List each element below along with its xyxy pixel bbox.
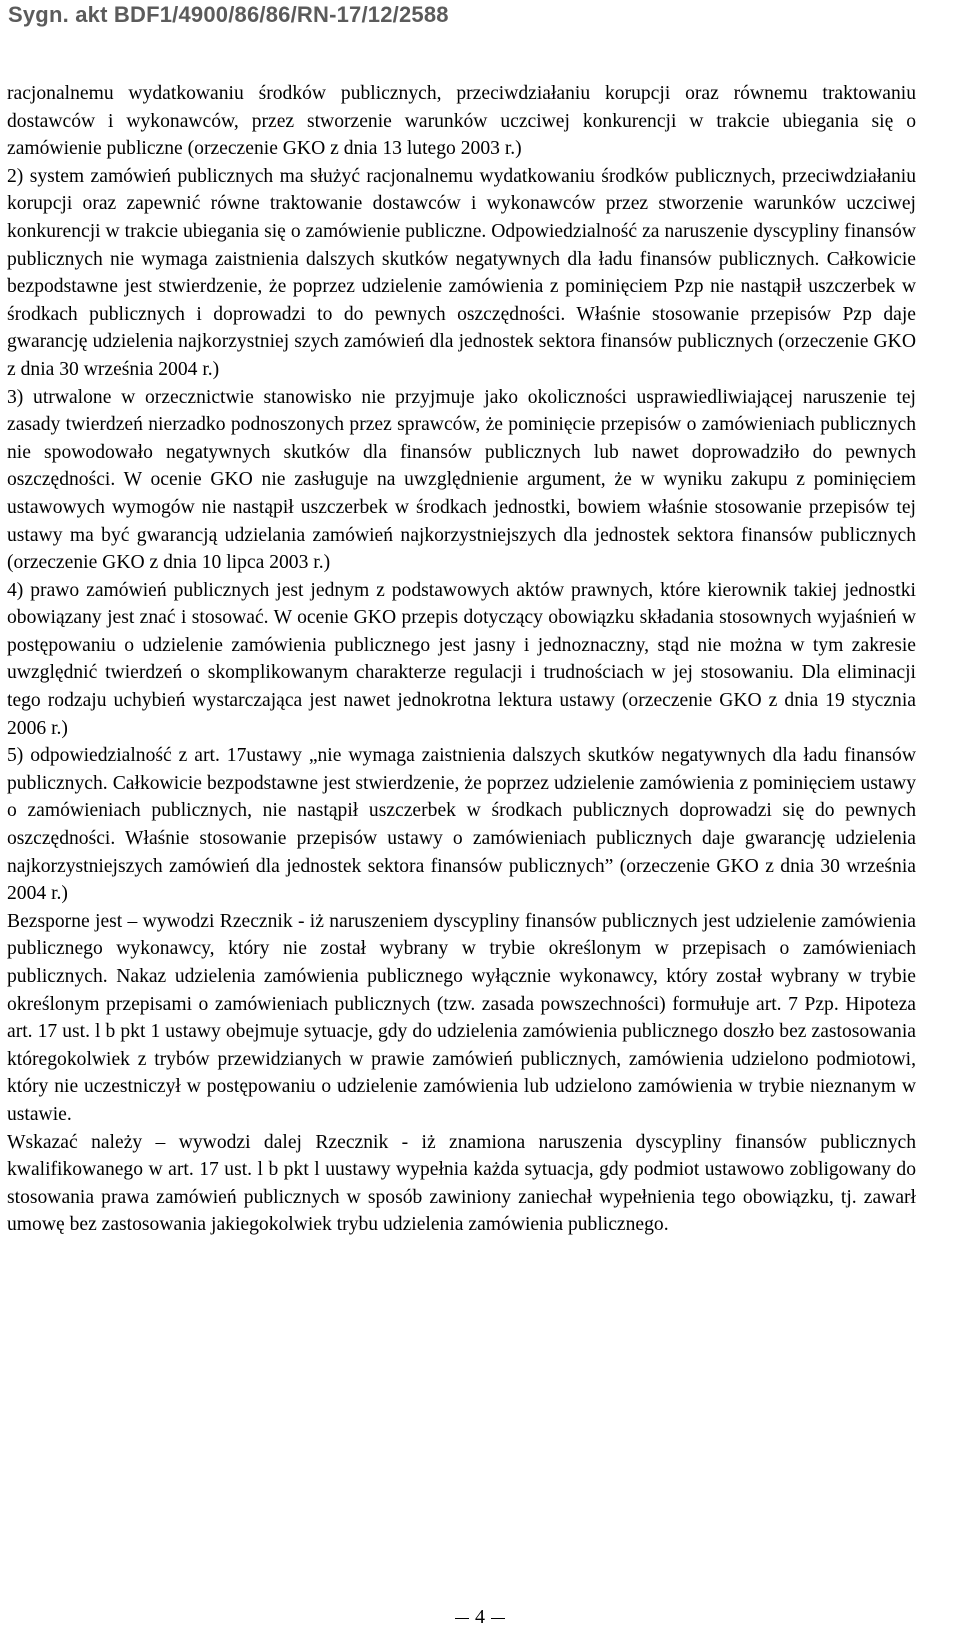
paragraph-point-3: 3) utrwalone w orzecznictwie stanowisko nie przyjmuje jako okoliczności usprawiedliwiającej naruszenie tej zasady twierdzeń nierzadko podnoszonych przez sprawców, że pominięcie przepisów o zamówieniach publicznych nie spowodowało negatywnych skutków dla finansów publicznych lub nawet doprowadziło do pewnych oszczędności. W ocenie GKO nie zasługuje na uwzględnienie argument, że w wyniku zakupu z pominięciem ustawowych wymogów nie nastąpił uszczerbek w środkach jednostki, bowiem właśnie stosowanie przepisów tej ustawy ma być gwarancją udzielania zamówień najkorzystniejszych dla jednostek sektora finansów publicznych (orzeczenie GKO z dnia 10 lipca 2003 r.) (7, 386, 916, 574)
footer-dash-right (491, 1618, 505, 1619)
paragraph-bezsporne: Bezsporne jest – wywodzi Rzecznik - iż naruszeniem dyscypliny finansów publicznych jest udzielenie zamówienia publicznego wykonawcy, który nie został wybrany w trybie określonym w przepisach o zamówieniach publicznych. Nakaz udzielenia zamówienia publicznego wyłącznie wykonawcy, który został wybrany w trybie określonym przepisami o zamówieniach publicznych (tzw. zasada powszechności) formułuje art. 7 Pzp. Hipoteza art. 17 ust. l b pkt 1 ustawy obejmuje sytuacje, gdy do udzielenia zamówienia publicznego doszło bez zastosowania któregokolwiek z trybów przewidzianych w prawie zamówień publicznych, zamówienia udzielono podmiotowi, który nie uczestniczył w postępowaniu o udzielenie zamówienia lub udzielono zamówienia w trybie nieznanym w ustawie. (7, 910, 916, 1125)
footer-dash-left (455, 1618, 469, 1619)
paragraph-point-2: 2) system zamówień publicznych ma służyć racjonalnemu wydatkowaniu środków publicznych, przeciwdziałaniu korupcji oraz zapewnić równe traktowanie dostawców i wykonawców przez stworzenie warunków uczciwej konkurencji w trakcie ubiegania się o zamówienie publiczne. Odpowiedzialność za naruszenie dyscypliny finansów publicznych nie wymaga zaistnienia dalszych skutków negatywnych dla ładu finansów publicznych. Całkowicie bezpodstawne jest stwierdzenie, że poprzez udzielenie zamówienia z pominięciem Pzp nie nastąpił uszczerbek w środkach publicznych i doprowadzi to do pewnych oszczędności. Właśnie stosowanie przepisów Pzp daje gwarancję udzielenia najkorzystniej szych zamówień dla jednostek sektora finansów publicznych (orzeczenie GKO z dnia 30 września 2004 r.) (7, 165, 916, 380)
paragraph-wskazac: Wskazać należy – wywodzi dalej Rzecznik - iż znamiona naruszenia dyscypliny finansów publicznych kwalifikowanego w art. 17 ust. l b pkt l uustawy wypełnia każda sytuacja, gdy podmiot ustawowo zobligowany do stosowania prawa zamówień publicznych w sposób zawiniony zaniechał wypełnienia tego obowiązku, tj. zawarł umowę bez zastosowania jakiegokolwiek trybu udzielenia zamówienia publicznego. (7, 1131, 916, 1236)
paragraph-point-5: 5) odpowiedzialność z art. 17ustawy „nie wymaga zaistnienia dalszych skutków negatywnych dla ładu finansów publicznych. Całkowicie bezpodstawne jest stwierdzenie, że poprzez udzielenie zamówienia z pominięciem ustawy o zamówieniach publicznych, nie nastąpił uszczerbek w środkach publicznych doprowadzi się do pewnych oszczędności. Właśnie stosowanie przepisów ustawy o zamówieniach publicznych daje gwarancję udzielenia najkorzystniejszych zamówień dla jednostek sektora finansów publicznych” (orzeczenie GKO z dnia 30 września 2004 r.) (7, 745, 916, 905)
document-body (7, 80, 916, 1239)
document-signature-header: Sygn. akt BDF1/4900/86/86/RN-17/12/2588 (8, 2, 449, 27)
page-footer (0, 1606, 960, 1629)
paragraph-continuation: racjonalnemu wydatkowaniu środków publicznych, przeciwdziałaniu korupcji oraz równemu traktowaniu dostawców i wykonawców, przez stworzenie warunków uczciwej konkurencji w trakcie ubiegania się o zamówienie publiczne (orzeczenie GKO z dnia 13 lutego 2003 r.) (7, 83, 916, 160)
page-number: 4 (475, 1606, 485, 1628)
paragraph-point-4: 4) prawo zamówień publicznych jest jednym z podstawowych aktów prawnych, które kierownik takiej jednostki obowiązany jest znać i stosować. W ocenie GKO przepis dotyczący obowiązku składania stosownych wyjaśnień w postępowaniu o udzielenie zamówienia publicznego jest jasny i jednoznaczny, stąd nie można w tym zakresie uwzględnić twierdzeń o skomplikowanym charakterze regulacji i trudnościach w jej stosowaniu. Dla eliminacji tego rodzaju uchybień wystarczająca jest nawet jednokrotna lektura ustawy (orzeczenie GKO z dnia 19 stycznia 2006 r.) (7, 579, 916, 739)
